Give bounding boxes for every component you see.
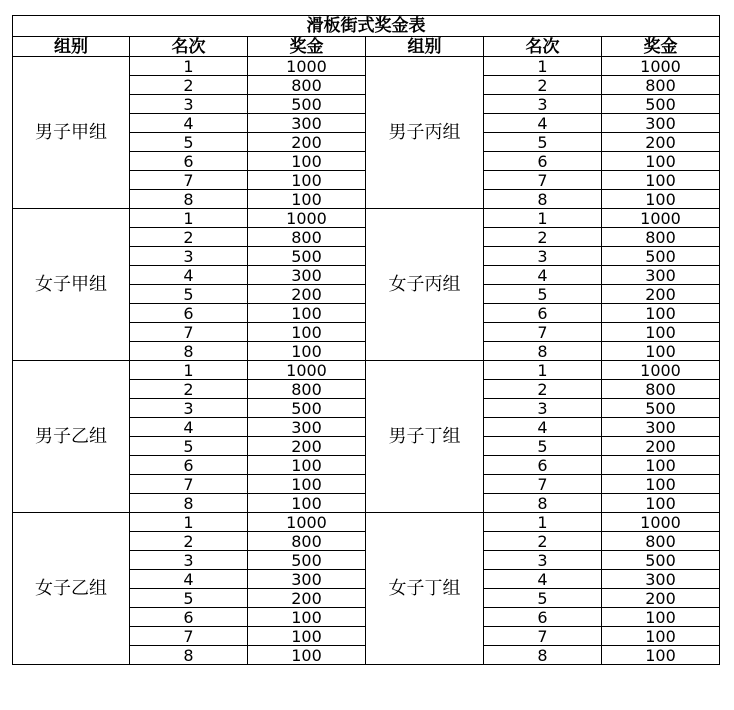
prize-cell-right: 100 [602, 494, 720, 513]
prize-cell-right: 100 [602, 608, 720, 627]
rank-cell-right: 1 [484, 513, 602, 532]
rank-cell-left: 8 [130, 190, 248, 209]
prize-cell-left: 500 [248, 551, 366, 570]
table-row [13, 513, 720, 532]
prize-cell-left: 300 [248, 418, 366, 437]
prize-cell-right: 800 [602, 76, 720, 95]
prize-cell-left: 100 [248, 323, 366, 342]
prize-cell-left: 200 [248, 437, 366, 456]
prize-cell-right: 100 [602, 627, 720, 646]
rank-cell-right: 3 [484, 551, 602, 570]
group-name-left: 男子乙组 [13, 361, 130, 513]
rank-cell-left: 7 [130, 171, 248, 190]
prize-cell-right: 200 [602, 437, 720, 456]
prize-cell-right: 500 [602, 399, 720, 418]
prize-cell-right: 100 [602, 171, 720, 190]
rank-cell-left: 5 [130, 437, 248, 456]
rank-cell-right: 2 [484, 380, 602, 399]
rank-cell-right: 8 [484, 646, 602, 665]
rank-cell-right: 7 [484, 171, 602, 190]
prize-cell-right: 100 [602, 342, 720, 361]
group-name-right: 男子丁组 [366, 361, 484, 513]
rank-cell-right: 4 [484, 114, 602, 133]
prize-cell-left: 1000 [248, 57, 366, 76]
header-rank-left: 名次 [130, 37, 248, 57]
prize-cell-right: 100 [602, 152, 720, 171]
rank-cell-right: 4 [484, 418, 602, 437]
rank-cell-right: 7 [484, 475, 602, 494]
rank-cell-right: 4 [484, 266, 602, 285]
rank-cell-left: 3 [130, 95, 248, 114]
prize-cell-right: 200 [602, 133, 720, 152]
header-rank-right: 名次 [484, 37, 602, 57]
prize-cell-right: 300 [602, 266, 720, 285]
rank-cell-left: 1 [130, 361, 248, 380]
prize-cell-left: 200 [248, 285, 366, 304]
rank-cell-left: 3 [130, 399, 248, 418]
prize-cell-right: 1000 [602, 513, 720, 532]
group-name-right: 女子丁组 [366, 513, 484, 665]
prize-cell-left: 300 [248, 266, 366, 285]
rank-cell-left: 2 [130, 380, 248, 399]
rank-cell-right: 6 [484, 456, 602, 475]
rank-cell-left: 5 [130, 589, 248, 608]
prize-cell-right: 500 [602, 551, 720, 570]
prize-cell-right: 100 [602, 456, 720, 475]
rank-cell-left: 6 [130, 608, 248, 627]
rank-cell-left: 4 [130, 266, 248, 285]
prize-cell-right: 200 [602, 589, 720, 608]
rank-cell-left: 4 [130, 570, 248, 589]
header-prize-right: 奖金 [602, 37, 720, 57]
prize-cell-left: 500 [248, 95, 366, 114]
rank-cell-left: 2 [130, 228, 248, 247]
prize-cell-right: 200 [602, 285, 720, 304]
rank-cell-right: 8 [484, 342, 602, 361]
prize-cell-left: 100 [248, 342, 366, 361]
prize-cell-right: 500 [602, 247, 720, 266]
table-row [13, 361, 720, 380]
rank-cell-right: 6 [484, 152, 602, 171]
rank-cell-right: 1 [484, 361, 602, 380]
header-group-left: 组别 [13, 37, 130, 57]
prize-cell-left: 100 [248, 475, 366, 494]
rank-cell-left: 8 [130, 646, 248, 665]
prize-cell-right: 800 [602, 380, 720, 399]
prize-cell-right: 1000 [602, 57, 720, 76]
prize-cell-right: 500 [602, 95, 720, 114]
prize-cell-left: 800 [248, 228, 366, 247]
prize-cell-left: 100 [248, 646, 366, 665]
rank-cell-left: 1 [130, 57, 248, 76]
rank-cell-left: 8 [130, 494, 248, 513]
prize-cell-right: 300 [602, 418, 720, 437]
rank-cell-left: 6 [130, 304, 248, 323]
title-row [13, 16, 720, 37]
rank-cell-right: 8 [484, 190, 602, 209]
rank-cell-right: 5 [484, 589, 602, 608]
prize-cell-right: 300 [602, 114, 720, 133]
prize-cell-left: 100 [248, 304, 366, 323]
group-name-right: 女子丙组 [366, 209, 484, 361]
prize-cell-right: 1000 [602, 361, 720, 380]
rank-cell-right: 6 [484, 608, 602, 627]
rank-cell-left: 4 [130, 114, 248, 133]
prize-cell-right: 100 [602, 190, 720, 209]
prize-cell-left: 1000 [248, 361, 366, 380]
rank-cell-right: 2 [484, 76, 602, 95]
prize-cell-right: 100 [602, 323, 720, 342]
prize-cell-right: 800 [602, 532, 720, 551]
table-body [13, 57, 720, 665]
rank-cell-right: 3 [484, 247, 602, 266]
prize-cell-right: 100 [602, 646, 720, 665]
prize-cell-left: 100 [248, 494, 366, 513]
header-prize-left: 奖金 [248, 37, 366, 57]
prize-cell-right: 100 [602, 475, 720, 494]
prize-cell-left: 800 [248, 380, 366, 399]
prize-cell-right: 1000 [602, 209, 720, 228]
prize-cell-left: 1000 [248, 209, 366, 228]
prize-cell-left: 800 [248, 76, 366, 95]
rank-cell-right: 3 [484, 95, 602, 114]
rank-cell-right: 5 [484, 133, 602, 152]
prize-cell-left: 100 [248, 608, 366, 627]
table-row [13, 57, 720, 76]
prize-cell-left: 100 [248, 190, 366, 209]
prize-cell-left: 100 [248, 171, 366, 190]
prize-cell-left: 100 [248, 456, 366, 475]
rank-cell-right: 3 [484, 399, 602, 418]
rank-cell-right: 7 [484, 323, 602, 342]
prize-cell-left: 300 [248, 570, 366, 589]
rank-cell-right: 5 [484, 437, 602, 456]
prize-cell-left: 200 [248, 589, 366, 608]
rank-cell-right: 2 [484, 228, 602, 247]
rank-cell-left: 7 [130, 627, 248, 646]
rank-cell-left: 3 [130, 551, 248, 570]
group-name-left: 女子乙组 [13, 513, 130, 665]
rank-cell-left: 1 [130, 209, 248, 228]
rank-cell-left: 1 [130, 513, 248, 532]
rank-cell-right: 4 [484, 570, 602, 589]
table-row [13, 209, 720, 228]
rank-cell-right: 2 [484, 532, 602, 551]
group-name-right: 男子丙组 [366, 57, 484, 209]
rank-cell-left: 8 [130, 342, 248, 361]
rank-cell-left: 5 [130, 285, 248, 304]
prize-cell-right: 100 [602, 304, 720, 323]
prize-cell-left: 200 [248, 133, 366, 152]
rank-cell-right: 5 [484, 285, 602, 304]
rank-cell-left: 4 [130, 418, 248, 437]
rank-cell-right: 8 [484, 494, 602, 513]
rank-cell-left: 2 [130, 76, 248, 95]
prize-cell-left: 300 [248, 114, 366, 133]
rank-cell-left: 2 [130, 532, 248, 551]
prize-cell-left: 100 [248, 152, 366, 171]
prize-cell-left: 500 [248, 247, 366, 266]
rank-cell-right: 7 [484, 627, 602, 646]
rank-cell-left: 7 [130, 475, 248, 494]
prize-cell-left: 500 [248, 399, 366, 418]
group-name-left: 女子甲组 [13, 209, 130, 361]
prize-cell-right: 300 [602, 570, 720, 589]
rank-cell-left: 5 [130, 133, 248, 152]
rank-cell-left: 7 [130, 323, 248, 342]
rank-cell-right: 6 [484, 304, 602, 323]
rank-cell-right: 1 [484, 57, 602, 76]
prize-cell-left: 800 [248, 532, 366, 551]
prize-cell-left: 1000 [248, 513, 366, 532]
rank-cell-left: 6 [130, 456, 248, 475]
header-row [13, 37, 720, 57]
rank-cell-left: 3 [130, 247, 248, 266]
header-group-right: 组别 [366, 37, 484, 57]
rank-cell-left: 6 [130, 152, 248, 171]
prize-cell-right: 800 [602, 228, 720, 247]
table-title: 滑板街式奖金表 [13, 16, 720, 37]
prize-table [12, 15, 720, 665]
rank-cell-right: 1 [484, 209, 602, 228]
group-name-left: 男子甲组 [13, 57, 130, 209]
prize-cell-left: 100 [248, 627, 366, 646]
